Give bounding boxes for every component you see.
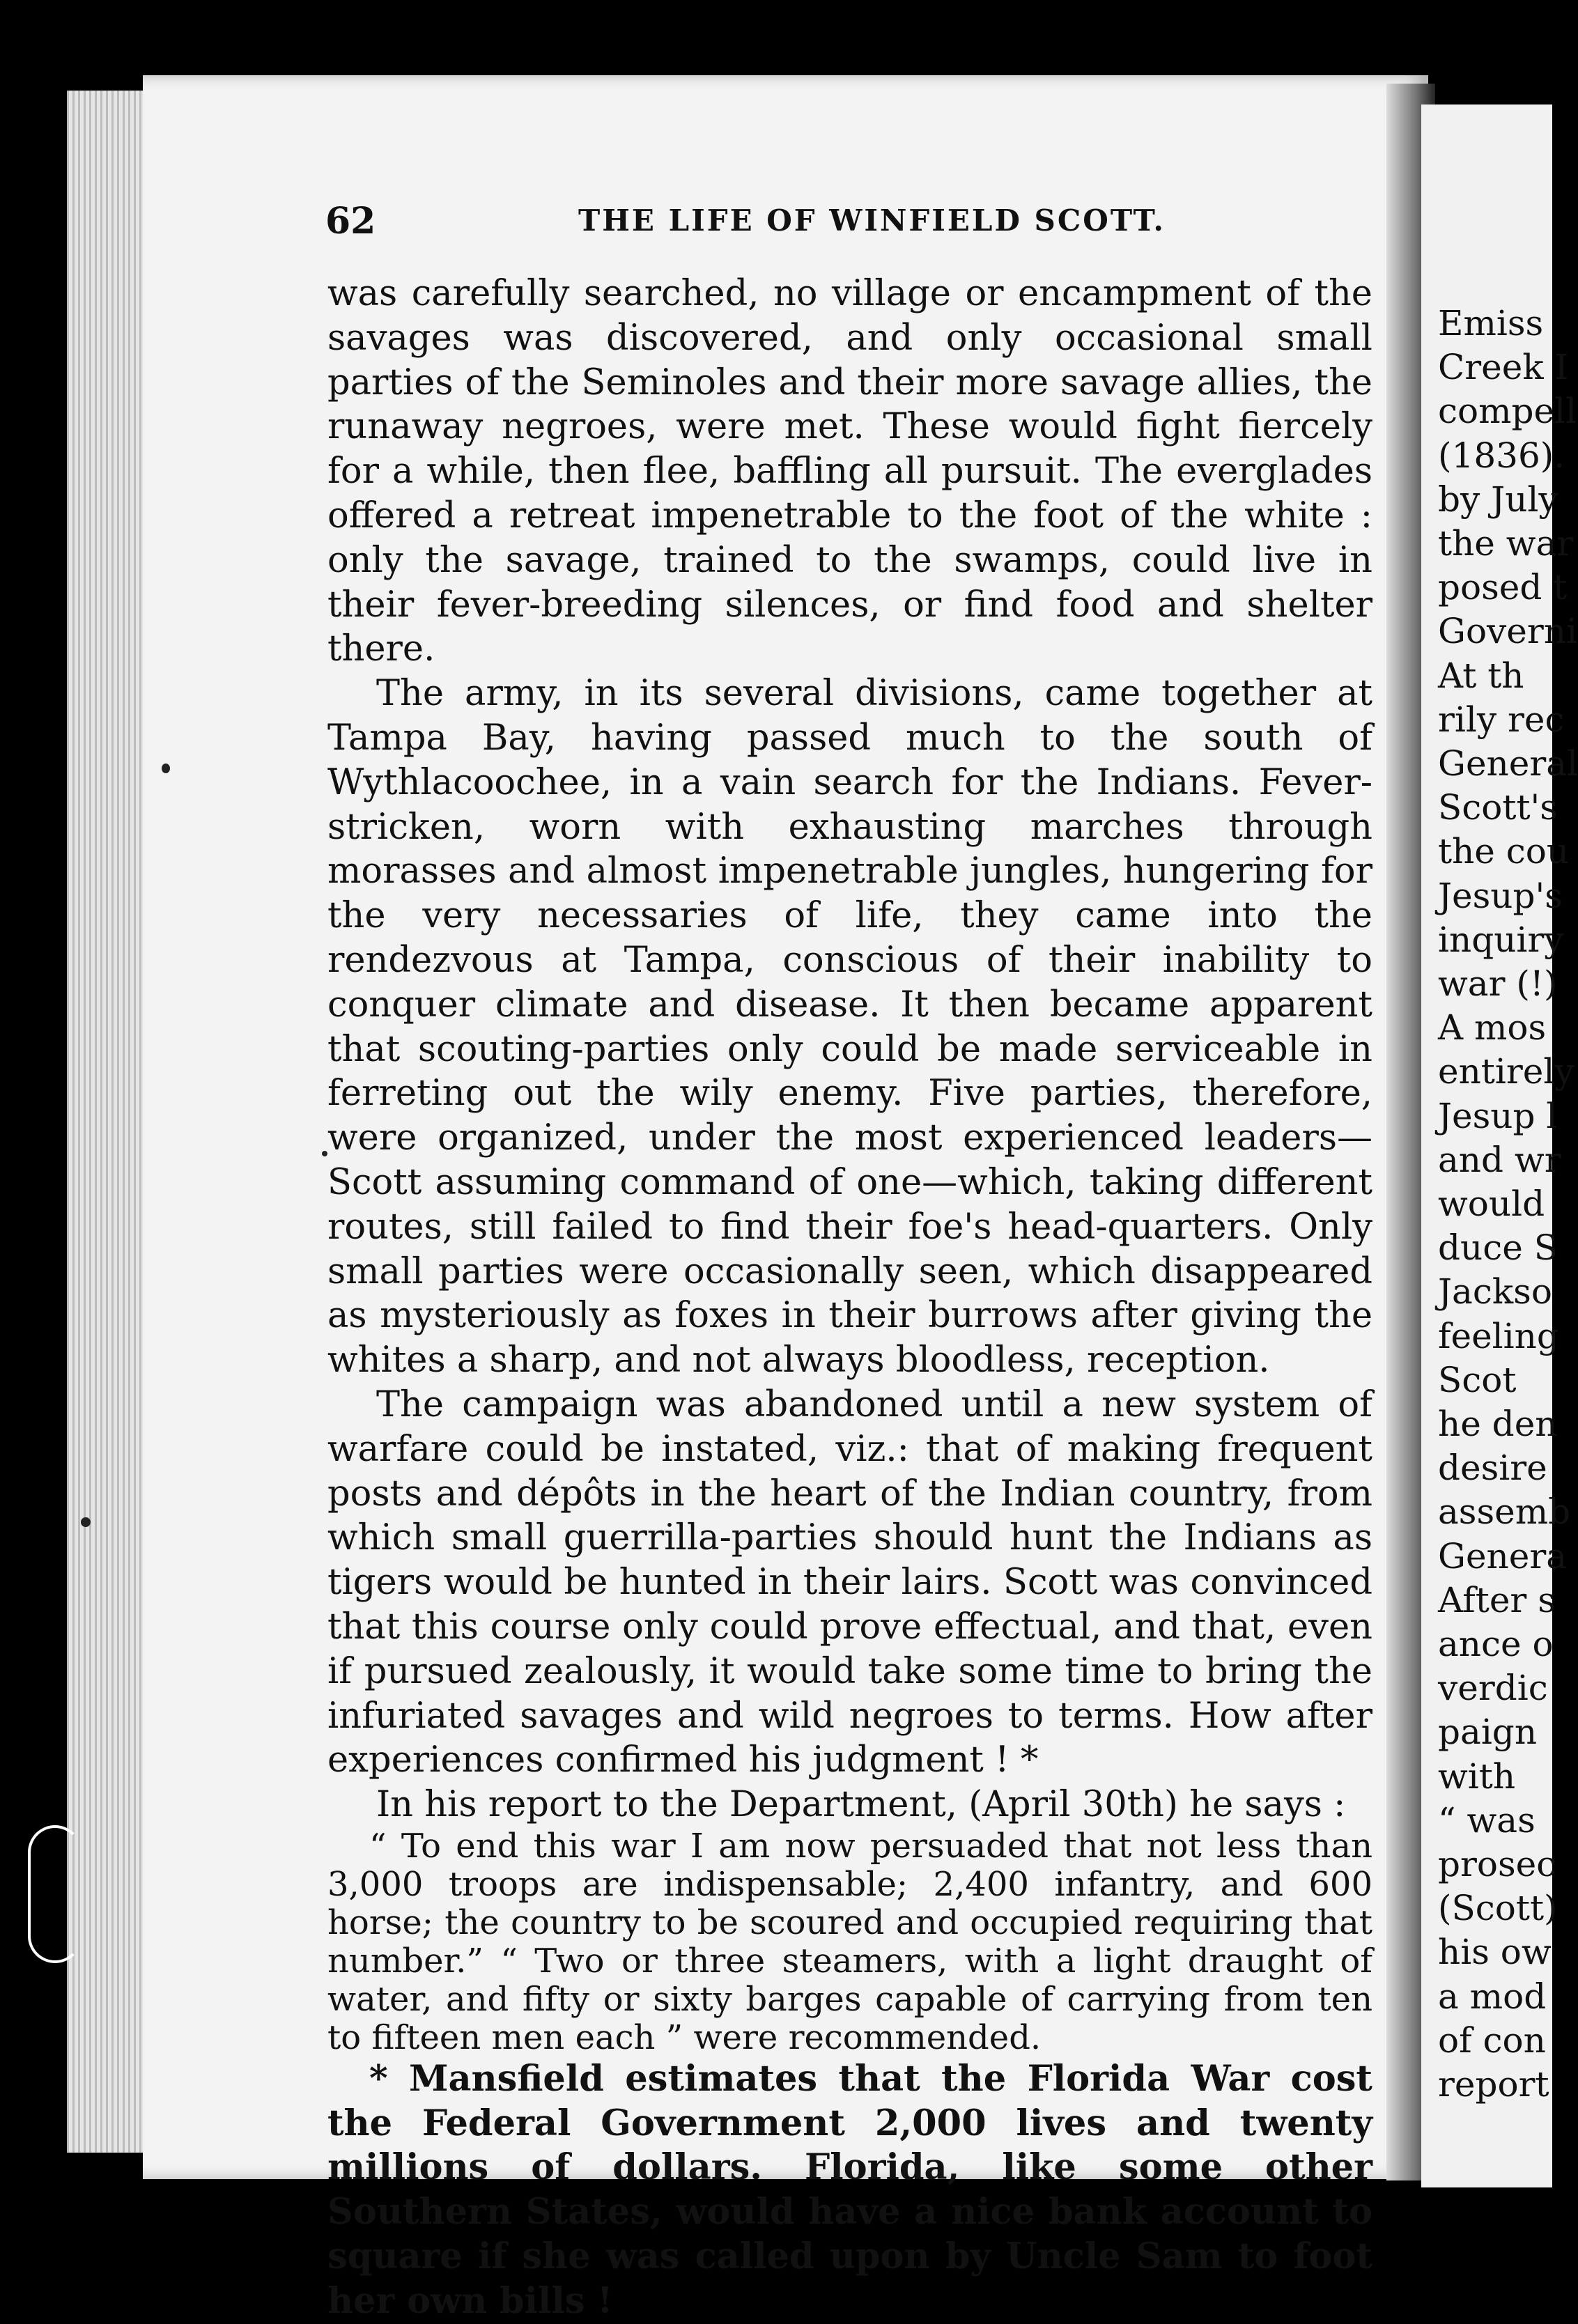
ink-speck	[81, 1517, 91, 1527]
facing-page-line: his ow	[1438, 1932, 1552, 1973]
facing-page-line: Scot	[1438, 1359, 1517, 1400]
facing-page-line: Creek I	[1438, 347, 1569, 388]
facing-page-line: entirely	[1438, 1051, 1575, 1092]
binding-clip	[28, 1825, 82, 1963]
page-number: 62	[325, 200, 376, 242]
facing-page-line: verdic	[1438, 1668, 1548, 1709]
facing-page-line: rily rec	[1438, 699, 1565, 740]
facing-page-line: (1836).	[1438, 435, 1565, 476]
facing-page-line: ance o	[1438, 1624, 1554, 1664]
facing-page-line: compell	[1438, 391, 1577, 432]
ink-speck	[162, 764, 170, 773]
facing-page-line: duce S	[1438, 1227, 1558, 1269]
facing-page-line: report	[1438, 2064, 1549, 2105]
paragraph: In his report to the Department, (April 30th) he says :	[376, 1784, 1346, 1826]
facing-page	[1421, 104, 1578, 2187]
facing-page-line: by July	[1438, 479, 1558, 520]
facing-page-line: paign	[1438, 1712, 1538, 1753]
facing-page-line: and wr	[1438, 1139, 1561, 1180]
facing-page-line: Governi	[1438, 611, 1577, 652]
facing-page-line: Jesup's	[1438, 875, 1563, 916]
facing-page-line: posed t	[1438, 567, 1568, 608]
facing-page-line: (Scott)	[1438, 1888, 1558, 1929]
paragraph: was carefully searched, no village or encampment of the savages was discovered, and only occasional small parties of the Seminoles and their more savage allies, the runaway negroes, were met. These would fight fiercely for a while, then flee, baffling all pursuit. The everglades offered a retreat impenetrable to the foot of the white : only the savage, trained to the swamps, could live in their fever-breeding silences, or find food and shelter there.	[327, 273, 1372, 670]
footnote: * Mansfield estimates that the Florida War cost the Federal Government 2,000 lives and twenty millions of dollars. Florida, like some other Southern States, would have a nice bank account to square if she was called upon by Uncle Sam to foot her own bills !	[327, 2057, 1372, 2322]
paragraph: The campaign was abandoned until a new system of warfare could be instated, viz.: that of making frequent posts and dépôts in the heart of the Indian country, from which small guerrilla-parties should hunt the Indians as tigers would be hunted in their lairs. Scott was convinced that this course only could prove effectual, and that, even if pursued zealously, it would take some time to bring the infuriated savages and wild negroes to terms. How after experiences confirmed his judgment ! *	[327, 1384, 1372, 1781]
paragraph: The army, in its several divisions, came together at Tampa Bay, having passed much to the south of Wythlacoochee, in a vain search for the Indians. Fever-stricken, worn with exhausting marches through morasses and almost impenetrable jungles, hungering for the very necessaries of life, they came into the rendezvous at Tampa, conscious of their inability to conquer climate and disease. It then became apparent that scouting-parties only could be made serviceable in ferreting out the wily enemy. Five parties, therefore, were organized, under the most experienced leaders—Scott assuming command of one—which, taking different routes, still failed to find their foe's head-quarters. Only small parties were occasionally seen, which disappeared as mysteriously as foxes in their burrows after giving the whites a sharp, and not always bloodless, reception.	[327, 673, 1372, 1381]
facing-page-line: A mos	[1438, 1007, 1547, 1048]
facing-page-line: of con	[1438, 2020, 1546, 2061]
facing-page-line: war (!)	[1438, 963, 1558, 1004]
facing-page-line: with	[1438, 1756, 1516, 1797]
facing-page-line: the cou	[1438, 831, 1570, 872]
facing-page-line: After s	[1438, 1579, 1556, 1620]
facing-page-line: Genera	[1438, 1535, 1568, 1577]
facing-page-line: Jackso	[1438, 1271, 1552, 1312]
facing-page-line: “ was	[1438, 1799, 1536, 1841]
facing-page-line: he den	[1438, 1404, 1558, 1444]
facing-page-line: desire	[1438, 1448, 1547, 1489]
page-body	[327, 272, 1372, 2324]
facing-page-line: Jesup l	[1438, 1095, 1558, 1136]
block-quote: “ To end this war I am now persuaded that not less than 3,000 troops are indispensable; 2,400 infantry, and 600 horse; the country to be scoured and occupied requiring that number.” “ Two or three steamers, with a light draught of water, and fifty or sixty barges capable of carrying from ten to fifteen men each ” were recommended.	[327, 1826, 1372, 2057]
facing-page-line: At th	[1438, 655, 1524, 696]
facing-page-line: General	[1438, 743, 1578, 784]
facing-page-line: the war	[1438, 523, 1574, 564]
facing-page-line: feeling	[1438, 1315, 1559, 1356]
facing-page-line: a mod	[1438, 1976, 1547, 2017]
facing-page-line: Emiss	[1438, 303, 1544, 343]
facing-page-line: Scott's	[1438, 787, 1558, 828]
facing-page-line: would	[1438, 1184, 1545, 1224]
facing-page-line: prosec	[1438, 1844, 1556, 1884]
ink-speck	[322, 1151, 327, 1156]
facing-page-line: inquiry	[1438, 919, 1564, 960]
facing-page-line: assemb	[1438, 1492, 1571, 1533]
running-title: THE LIFE OF WINFIELD SCOTT.	[578, 203, 1166, 238]
